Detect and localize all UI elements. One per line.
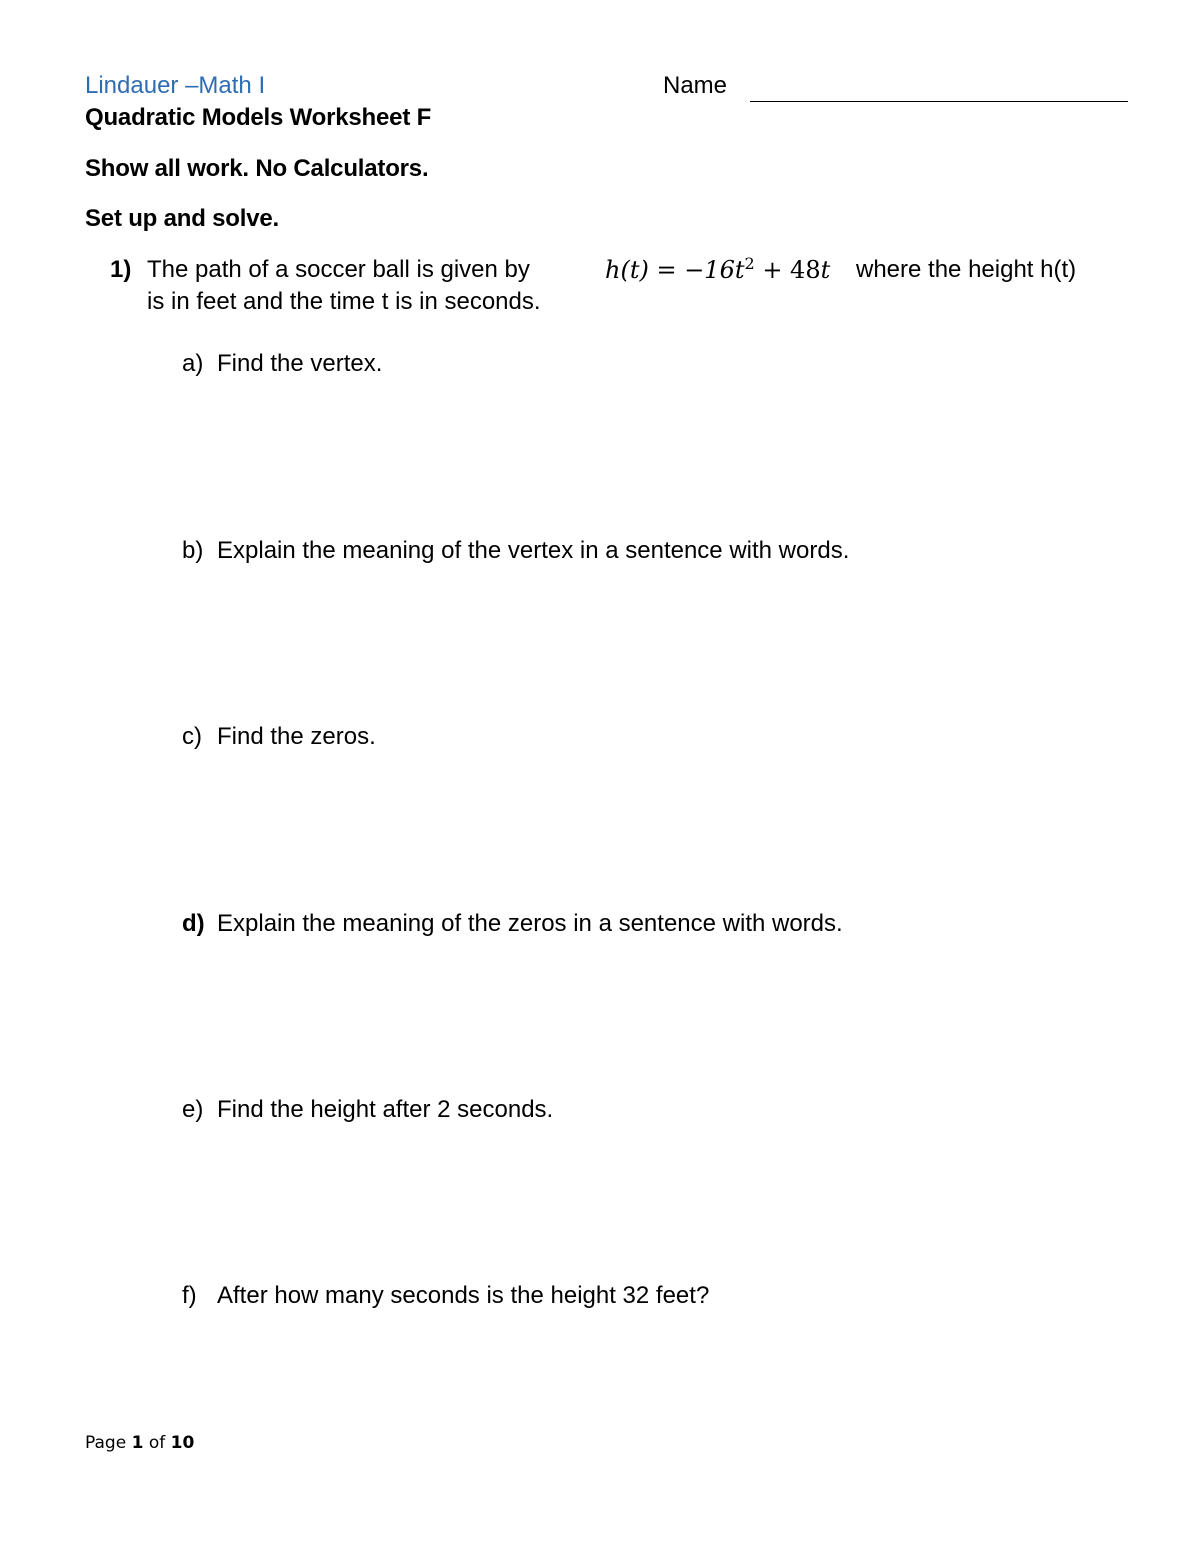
part-b-text: Explain the meaning of the vertex in a sentence with words. — [217, 537, 850, 564]
part-d-letter: d) — [182, 910, 205, 937]
question-text-after: where the height h(t) — [856, 256, 1077, 283]
formula-var: t — [734, 256, 745, 284]
formula-rest: + 48 — [754, 256, 821, 284]
question-number: 1) — [110, 256, 132, 283]
part-c-text: Find the zeros. — [217, 723, 376, 750]
part-a-text: Find the vertex. — [217, 350, 383, 377]
part-c-letter: c) — [182, 723, 202, 750]
footer-of-word: of — [148, 1433, 166, 1453]
footer-page-total: 10 — [170, 1433, 195, 1453]
instruction-show-work: Show all work. No Calculators. — [85, 155, 429, 182]
question-formula — [605, 256, 830, 284]
part-f-text: After how many seconds is the height 32 feet? — [217, 1282, 710, 1309]
question-text-continued: is in feet and the time t is in seconds. — [147, 288, 541, 315]
course-header: Lindauer –Math I — [85, 72, 266, 99]
part-f-letter: f) — [182, 1282, 197, 1309]
name-blank-line[interactable] — [750, 101, 1128, 102]
formula-exponent: 2 — [744, 254, 755, 273]
name-label: Name — [663, 72, 728, 99]
question-text: The path of a soccer ball is given by — [147, 256, 530, 283]
footer-page-current: 1 — [131, 1433, 144, 1453]
part-e-letter: e) — [182, 1096, 204, 1123]
formula-lhs: h(t) = −16 — [605, 256, 735, 284]
part-e-text: Find the height after 2 seconds. — [217, 1096, 554, 1123]
worksheet-title: Quadratic Models Worksheet F — [85, 104, 432, 131]
page-footer — [85, 1433, 194, 1453]
part-a-letter: a) — [182, 350, 204, 377]
part-d-text: Explain the meaning of the zeros in a sentence with words. — [217, 910, 843, 937]
footer-page-word: Page — [85, 1433, 127, 1453]
formula-var2: t — [820, 256, 831, 284]
part-b-letter: b) — [182, 537, 204, 564]
instruction-set-up: Set up and solve. — [85, 205, 279, 232]
